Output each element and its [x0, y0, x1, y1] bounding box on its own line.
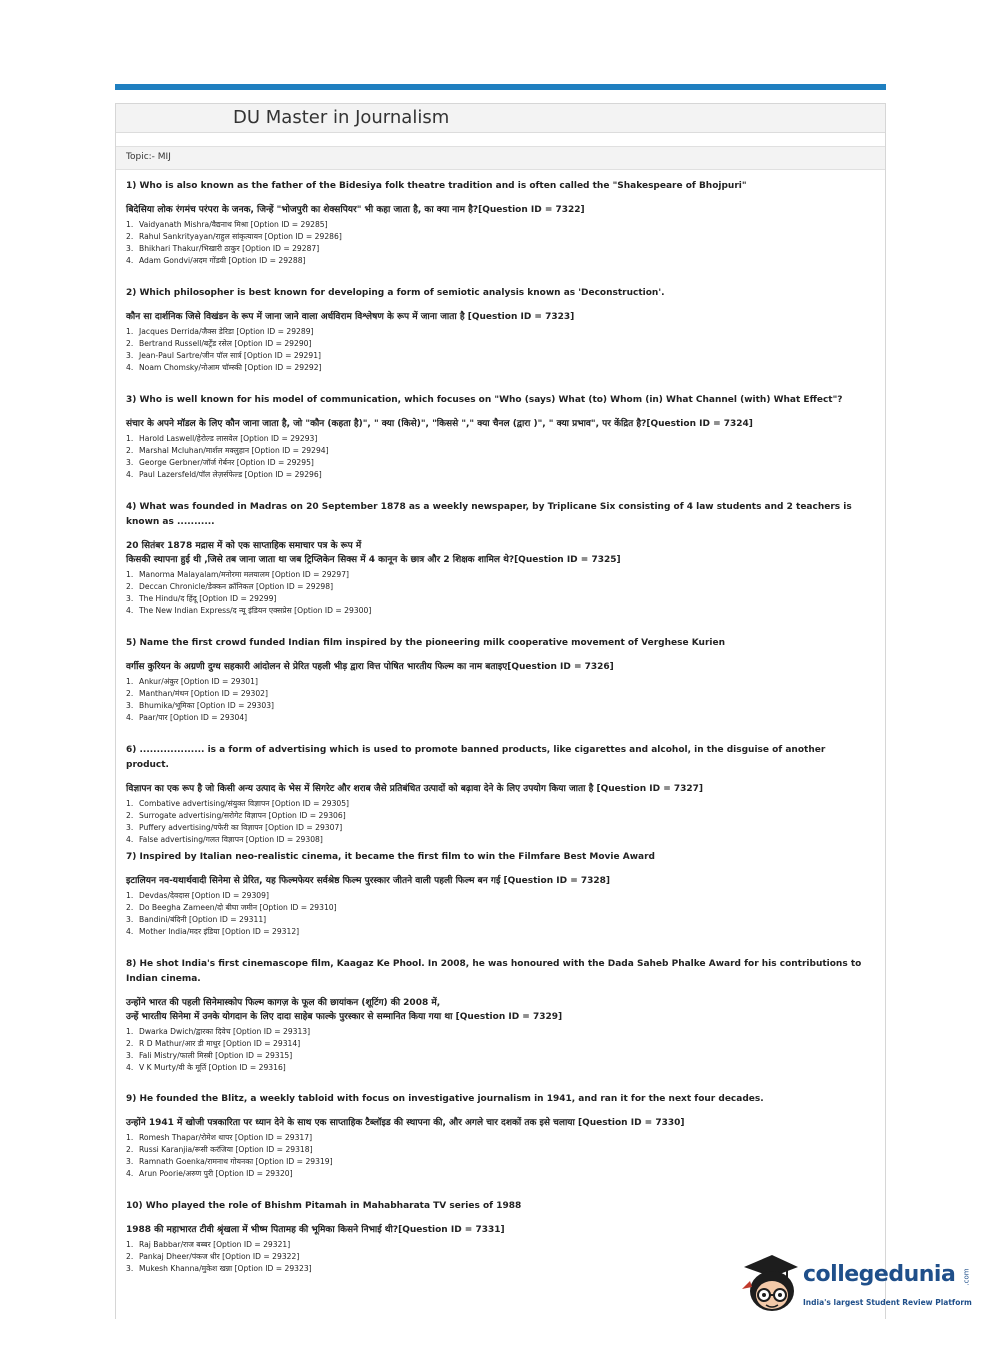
question-english: 2) Which philosopher is best known for developing a form of semiotic analysis known as 'Deconstruction'. [126, 288, 665, 298]
question-english: 10) Who played the role of Bhishm Pitamah in Mahabharata TV series of 1988 [126, 1201, 522, 1211]
option-item: 3. Ramnath Goenka/रामनाथ गोयनका [Option ID = 29319] [126, 1157, 333, 1166]
option-item: 4. Mother India/मदर इंडिया [Option ID = 29312] [126, 927, 300, 936]
option-item: 2. Do Beegha Zameen/दो बीघा जमीन [Option ID = 29310] [126, 903, 337, 912]
question-block [126, 393, 866, 481]
option-item: 4. Paar/पार [Option ID = 29304] [126, 713, 248, 722]
option-item: 1. Ankur/अंकुर [Option ID = 29301] [126, 677, 258, 686]
title-bar [116, 104, 885, 133]
option-item: 2. Manthan/मंथन [Option ID = 29302] [126, 689, 268, 698]
option-item: 2. R D Mathur/आर डी माथुर [Option ID = 29314] [126, 1039, 301, 1048]
question-hindi: बिदेसिया लोक रंगमंच परंपरा के जनक, जिन्हें "भोजपुरी का शेक्सपियर" भी कहा जाता है, का क्या नाम है?[Question ID = 7322] [126, 205, 585, 215]
option-item: 1. Devdas/देवदास [Option ID = 29309] [126, 891, 269, 900]
question-hindi: 20 सितंबर 1878 मद्रास में को एक साप्ताहिक समाचार पत्र के रूप में किसकी स्थापना हुई थी ,जिसे तब जाना जाता था जब ट्रिप्लिकेन सिक्स में 4 कानून के छात्र और 2 शिक्षक शामिल थे?[Question ID = 7325] [126, 541, 621, 565]
option-item: 1. Dwarka Dwich/द्वारका दिवेच [Option ID = 29313] [126, 1027, 311, 1036]
option-list [126, 1026, 866, 1074]
option-item: 1. Vaidyanath Mishra/वैद्यनाथ मिश्रा [Option ID = 29285] [126, 220, 328, 229]
question-block [126, 957, 866, 1074]
question-hindi: संचार के अपने मॉडल के लिए कौन जाना जाता है, जो "कौन (कहता है)", " क्या (किसे)", "किससे "," क्या चैनल (द्वारा )", " क्या प्रभाव", पर केंद्रित है?[Question ID = 7324] [126, 419, 753, 429]
question-hindi: उन्होंने भारत की पहली सिनेमास्कोप फिल्म कागज़ के फूल की छायांकन (शूटिंग) की 2008 में, उन्हें भारतीय सिनेमा में उनके योगदान के लिए दादा साहेब फाल्के पुरस्कार से सम्मानित किया गया था [Question ID = 7329] [126, 998, 563, 1022]
option-item: 2. Deccan Chronicle/डेक्कन क्रॉनिकल [Option ID = 29298] [126, 582, 334, 591]
question-english: 9) He founded the Blitz, a weekly tabloid with focus on investigative journalism in 1941, and ran it for the next four decades. [126, 1094, 764, 1104]
question-block [126, 636, 866, 724]
question-hindi: विज्ञापन का एक रूप है जो किसी अन्य उत्पाद के भेस में सिगरेट और शराब जैसे प्रतिबंधित उत्पादों को बढ़ावा देने के लिए उपयोग किया जाता है [Question ID = 7327] [126, 784, 704, 794]
question-block [126, 286, 866, 374]
option-item: 3. Fali Mistry/फाली मिस्त्री [Option ID = 29315] [126, 1051, 293, 1060]
question-english: 8) He shot India's first cinemascope film, Kaagaz Ke Phool. In 2008, he was honoured with the Dada Saheb Phalke Award for his contributions to Indian cinema. [126, 959, 862, 984]
option-list [126, 433, 866, 481]
option-item: 2. Rahul Sankrityayan/राहुल सांकृत्यायन [Option ID = 29286] [126, 232, 342, 241]
option-list [126, 798, 866, 846]
option-item: 3. The Hindu/द हिंदू [Option ID = 29299] [126, 594, 277, 603]
question-english: 6) ................... is a form of advertising which is used to promote banned products, like cigarettes and alcohol, in the disguise of another product. [126, 745, 826, 770]
question-english: 3) Who is well known for his model of communication, which focuses on "Who (says) What (to) Whom (in) What Channel (with) What Effect"? [126, 395, 843, 405]
option-list [126, 219, 866, 267]
question-english: 1) Who is also known as the father of the Bidesiya folk theatre tradition and is often called the "Shakespeare of Bhojpuri" [126, 181, 747, 191]
option-item: 4. The New Indian Express/द न्यू इंडियन एक्सप्रेस [Option ID = 29300] [126, 606, 372, 615]
question-block [126, 850, 866, 938]
option-item: 3. Bhumika/भूमिका [Option ID = 29303] [126, 701, 274, 710]
question-block [126, 500, 866, 617]
option-item: 2. Marshal Mcluhan/मार्शल मक्लुहान [Option ID = 29294] [126, 446, 329, 455]
option-list [126, 1132, 866, 1180]
option-item: 2. Pankaj Dheer/पंकज धीर [Option ID = 29322] [126, 1252, 300, 1261]
question-english: 7) Inspired by Italian neo-realistic cinema, it became the first film to win the Filmfare Best Movie Award [126, 852, 655, 862]
option-item: 4. Arun Poorie/अरुण पुरी [Option ID = 29320] [126, 1169, 293, 1178]
option-item: 4. Adam Gondvi/अदम गोंडवी [Option ID = 29288] [126, 256, 306, 265]
option-list [126, 890, 866, 938]
topic-label: Topic:- MIJ [126, 152, 171, 162]
topic-bar [116, 146, 885, 170]
option-item: 3. Jean-Paul Sartre/जीन पॉल सार्त्र [Option ID = 29291] [126, 351, 321, 360]
question-block [126, 1092, 866, 1180]
option-item: 4. False advertising/गलत विज्ञापन [Option ID = 29308] [126, 835, 323, 844]
option-list [126, 676, 866, 724]
option-list [126, 569, 866, 617]
question-english: 4) What was founded in Madras on 20 September 1878 as a weekly newspaper, by Triplicane Six consisting of 4 law students and 2 teachers is known as ........... [126, 502, 852, 527]
question-hindi: 1988 की महाभारत टीवी श्रृंखला में भीष्म पितामह की भूमिका किसने निभाई थी?[Question ID = 7331] [126, 1225, 505, 1235]
question-hindi: कौन सा दार्शनिक जिसे विखंडन के रूप में जाना जाने वाला अर्धविराम विश्लेषण के रूप में जाना जाता है [Question ID = 7323] [126, 312, 575, 322]
question-block [126, 743, 866, 846]
option-item: 3. Mukesh Khanna/मुकेश खन्ना [Option ID = 29323] [126, 1264, 312, 1273]
option-item: 2. Surrogate advertising/सरोगेट विज्ञापन [Option ID = 29306] [126, 811, 346, 820]
option-item: 3. Bandini/बंदिनी [Option ID = 29311] [126, 915, 267, 924]
question-block [126, 179, 866, 267]
option-item: 1. Romesh Thapar/रोमेश थापर [Option ID = 29317] [126, 1133, 313, 1142]
question-hindi: उन्होंने 1941 में खोजी पत्रकारिता पर ध्यान देने के साथ एक साप्ताहिक टैब्लॉइड की स्थापना की, और अगले चार दशकों तक इसे चलाया [Question ID = 7330] [126, 1118, 685, 1128]
brand-name: collegedunia [803, 1262, 956, 1287]
option-item: 2. Russi Karanjia/रूसी करंजिया [Option ID = 29318] [126, 1145, 313, 1154]
option-item: 2. Bertrand Russell/बर्ट्रेंड रसेल [Option ID = 29290] [126, 339, 312, 348]
option-item: 3. Bhikhari Thakur/भिखारी ठाकुर [Option ID = 29287] [126, 244, 320, 253]
option-list [126, 326, 866, 374]
option-item: 1. Raj Babbar/राज बब्बर [Option ID = 29321] [126, 1240, 291, 1249]
top-accent-bar [115, 84, 886, 90]
option-item: 1. Manorma Malayalam/मनोरमा मलयालम [Option ID = 29297] [126, 570, 349, 579]
option-item: 4. V K Murty/वी के मूर्ति [Option ID = 29316] [126, 1063, 286, 1072]
question-hindi: वर्गीस कुरियन के अग्रणी दुग्ध सहकारी आंदोलन से प्रेरित पहली भीड़ द्वारा वित्त पोषित भारतीय फिल्म का नाम बताइए[Question ID = 7326] [126, 662, 614, 672]
option-item: 4. Noam Chomsky/नोआम चॉम्स्की [Option ID = 29292] [126, 363, 322, 372]
option-item: 3. George Gerbner/जॉर्ज गेर्बनर [Option ID = 29295] [126, 458, 314, 467]
option-item: 1. Harold Laswell/हेरोल्ड लासवेल [Option ID = 29293] [126, 434, 318, 443]
question-hindi: इटालियन नव-यथार्थवादी सिनेमा से प्रेरित, यह फिल्मफेयर सर्वश्रेष्ठ फिल्म पुरस्कार जीतने वाली पहली फिल्म बन गई [Question ID = 7328] [126, 876, 611, 886]
document-title: DU Master in Journalism [233, 107, 450, 128]
brand-suffix: .com [962, 1268, 971, 1286]
option-item: 1. Jacques Derrida/जैक्स डेरिडा [Option ID = 29289] [126, 327, 314, 336]
option-item: 3. Puffery advertising/पफेरी का विज्ञापन [Option ID = 29307] [126, 823, 343, 832]
option-item: 4. Paul Lazersfeld/पॉल लेज़र्सफेल्ड [Option ID = 29296] [126, 470, 322, 479]
brand-tagline: India's largest Student Review Platform [803, 1298, 972, 1307]
question-english: 5) Name the first crowd funded Indian film inspired by the pioneering milk cooperative movement of Verghese Kurien [126, 638, 725, 648]
option-item: 1. Combative advertising/संयुक्त विज्ञापन [Option ID = 29305] [126, 799, 350, 808]
